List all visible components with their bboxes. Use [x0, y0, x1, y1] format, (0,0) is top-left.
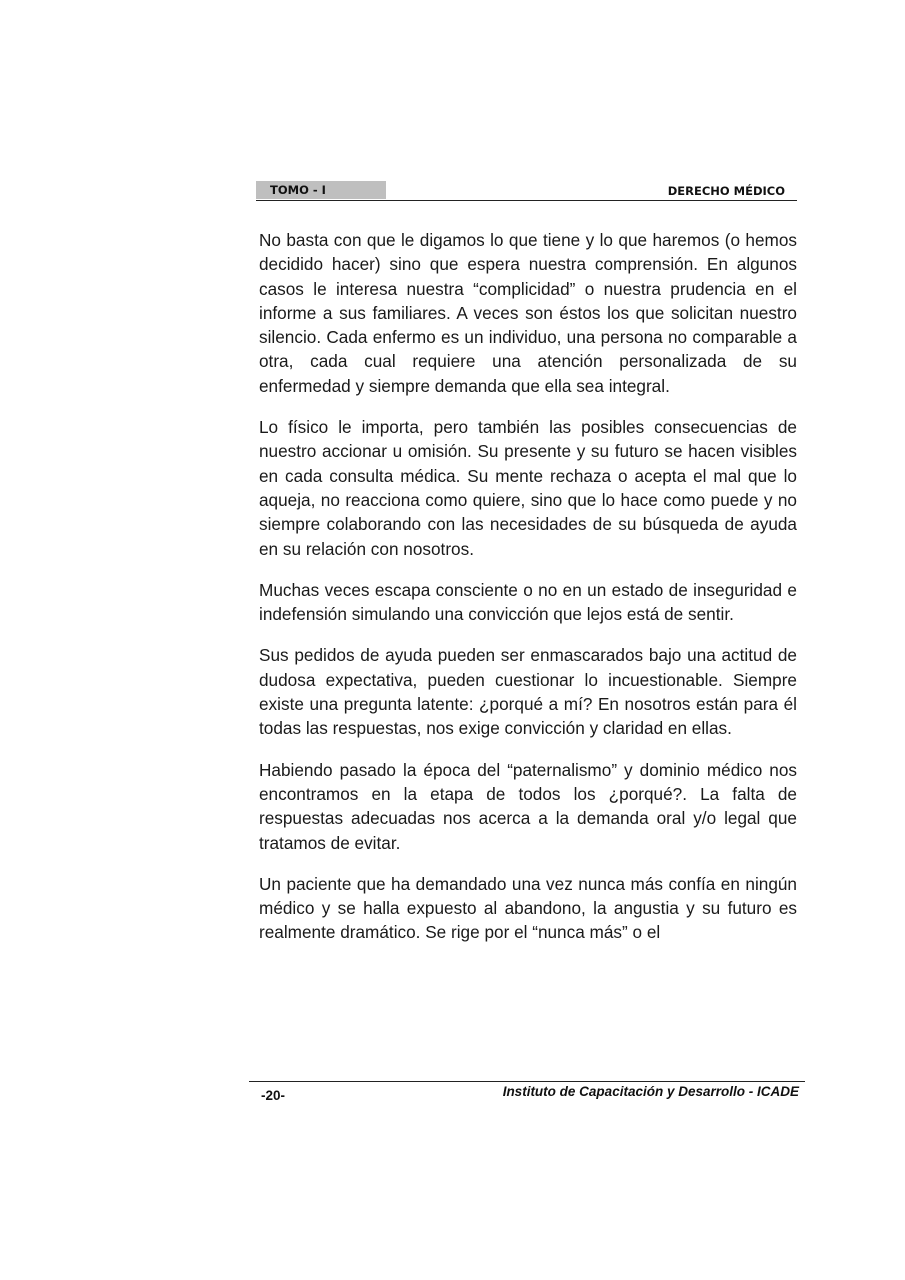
body-text — [259, 228, 797, 962]
running-header — [256, 181, 797, 201]
volume-label: TOMO - I — [256, 181, 386, 199]
footer-institution: Instituto de Capacitación y Desarrollo - ICADE — [502, 1084, 799, 1099]
paragraph: Muchas veces escapa consciente o no en un estado de inseguridad e indefensión simulando una convicción que lejos está de sentir. — [259, 579, 797, 625]
paragraph: Habiendo pasado la época del “paternalismo” y dominio médico nos encontramos en la etapa de todos los ¿porqué?. La falta de respuestas adecuadas nos acerca a la demanda oral y/o legal que tratamos de evitar. — [259, 759, 797, 853]
paragraph: Lo físico le importa, pero también las posibles consecuencias de nuestro accionar u omisión. Su presente y su futuro se hacen visibles en cada consulta médica. Su mente rechaza o acepta el mal que lo aqueja, no reacciona como quiere, sino que lo hace como puede y no siempre colaborando con las necesidades de su búsqueda de ayuda en su relación con nosotros. — [259, 417, 797, 559]
footer-divider — [249, 1081, 805, 1082]
book-title: DERECHO MÉDICO — [667, 184, 785, 198]
paragraph: Sus pedidos de ayuda pueden ser enmascarados bajo una actitud de dudosa expectativa, pueden cuestionar lo incuestionable. Siempre existe una pregunta latente: ¿porqué a mí? En nosotros están para él todas las respuestas, nos exige convicción y claridad en ellas. — [259, 645, 797, 739]
page-number: -20- — [261, 1088, 286, 1103]
paragraph: Un paciente que ha demandado una vez nunca más confía en ningún médico y se halla expuesto al abandono, la angustia y su futuro es realmente dramático. Se rige por el “nunca más” o el — [259, 873, 797, 943]
paragraph: No basta con que le digamos lo que tiene y lo que haremos (o hemos decidido hacer) sino que espera nuestra comprensión. En algunos casos le interesa nuestra “complicidad” o nuestra prudencia en el informe a sus familiares. A veces son éstos los que solicitan nuestro silencio. Cada enfermo es un individuo, una persona no comparable a otra, cada cual requiere una atención personalizada de su enfermedad y siempre demanda que ella sea integral. — [259, 230, 797, 396]
